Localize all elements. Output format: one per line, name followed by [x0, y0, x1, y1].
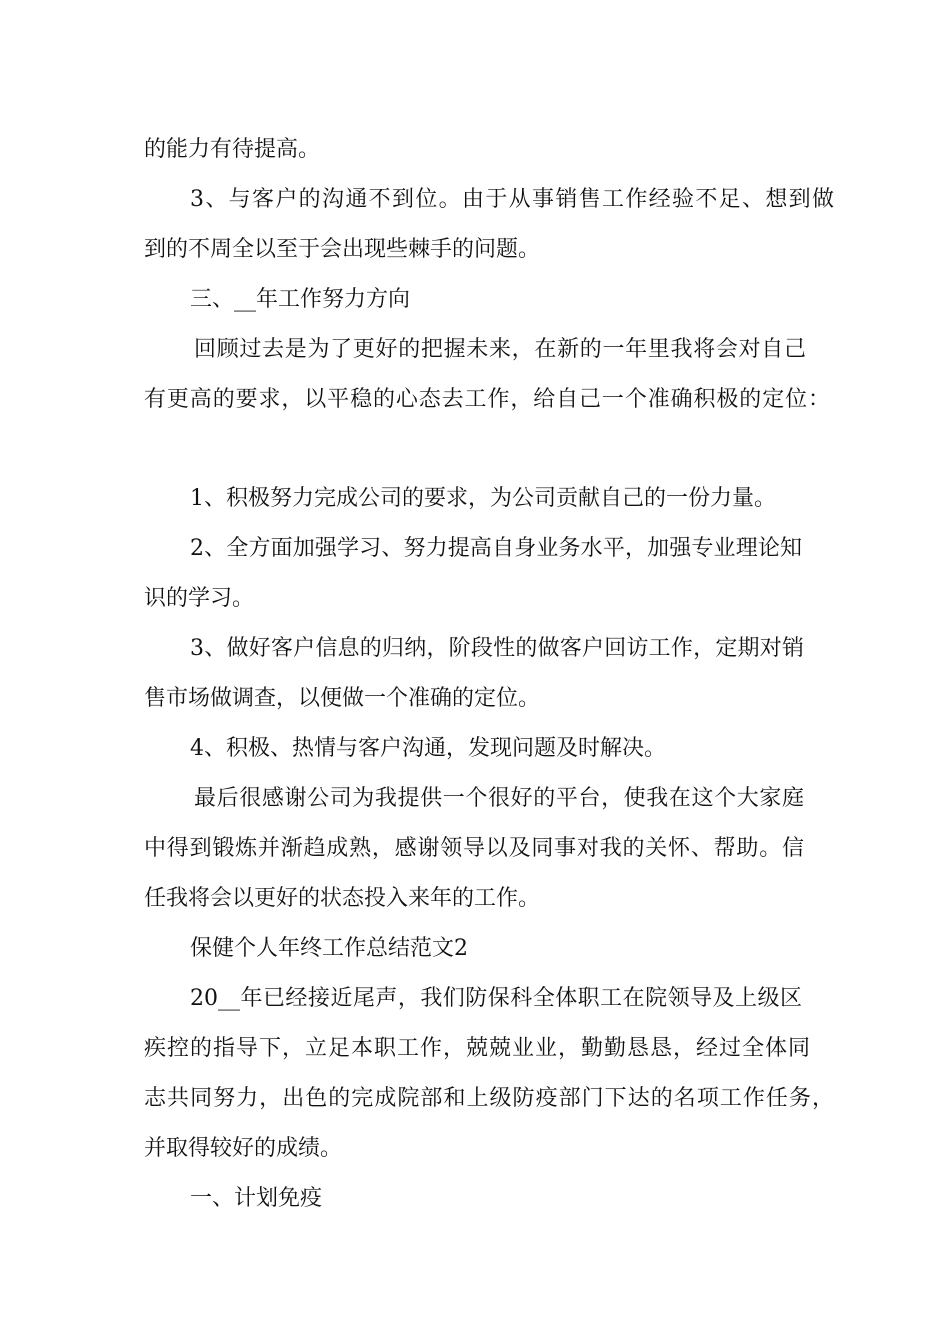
text-line: 志共同努力，出色的完成院部和上级防疫部门下达的名项工作任务，: [144, 1086, 834, 1111]
text-line: 识的学习。: [144, 586, 255, 611]
list-item: 4、积极、热情与客户沟通，发现问题及时解决。: [190, 736, 666, 761]
text-line: 到的不周全以至于会出现些棘手的问题。: [144, 237, 541, 262]
text-line: 最后很感谢公司为我提供一个很好的平台，使我在这个大家庭: [194, 786, 804, 811]
text-line: 任我将会以更好的状态投入来年的工作。: [144, 886, 541, 911]
text-line: 3、与客户的沟通不到位。由于从事销售工作经验不足、想到做: [190, 187, 834, 212]
section-heading: 一、计划免疫: [190, 1186, 323, 1211]
list-item: 3、做好客户信息的归纳，阶段性的做客户回访工作，定期对销: [190, 636, 804, 661]
document-title: 保健个人年终工作总结范文2: [190, 936, 468, 961]
section-heading: 三、__年工作努力方向: [190, 287, 411, 312]
text-line: 并取得较好的成绩。: [144, 1136, 343, 1161]
text-line: 疾控的指导下，立足本职工作，兢兢业业，勤勤恳恳，经过全体同: [144, 1036, 810, 1061]
text-line: 20__年已经接近尾声，我们防保科全体职工在院领导及上级区: [190, 986, 802, 1011]
text-line: 中得到锻炼并渐趋成熟，感谢领导以及同事对我的关怀、帮助。信: [144, 836, 804, 861]
list-item: 2、全方面加强学习、努力提高自身业务水平，加强专业理论知: [190, 536, 802, 561]
list-item: 1、积极努力完成公司的要求，为公司贡献自己的一份力量。: [190, 486, 776, 511]
text-line: 回顾过去是为了更好的把握未来，在新的一年里我将会对自己: [194, 337, 806, 362]
text-line: 的能力有待提高。: [144, 137, 321, 162]
text-line: 售市场做调查，以便做一个准确的定位。: [144, 686, 541, 711]
text-line: 有更高的要求，以平稳的心态去工作，给自己一个准确积极的定位：: [144, 387, 830, 412]
